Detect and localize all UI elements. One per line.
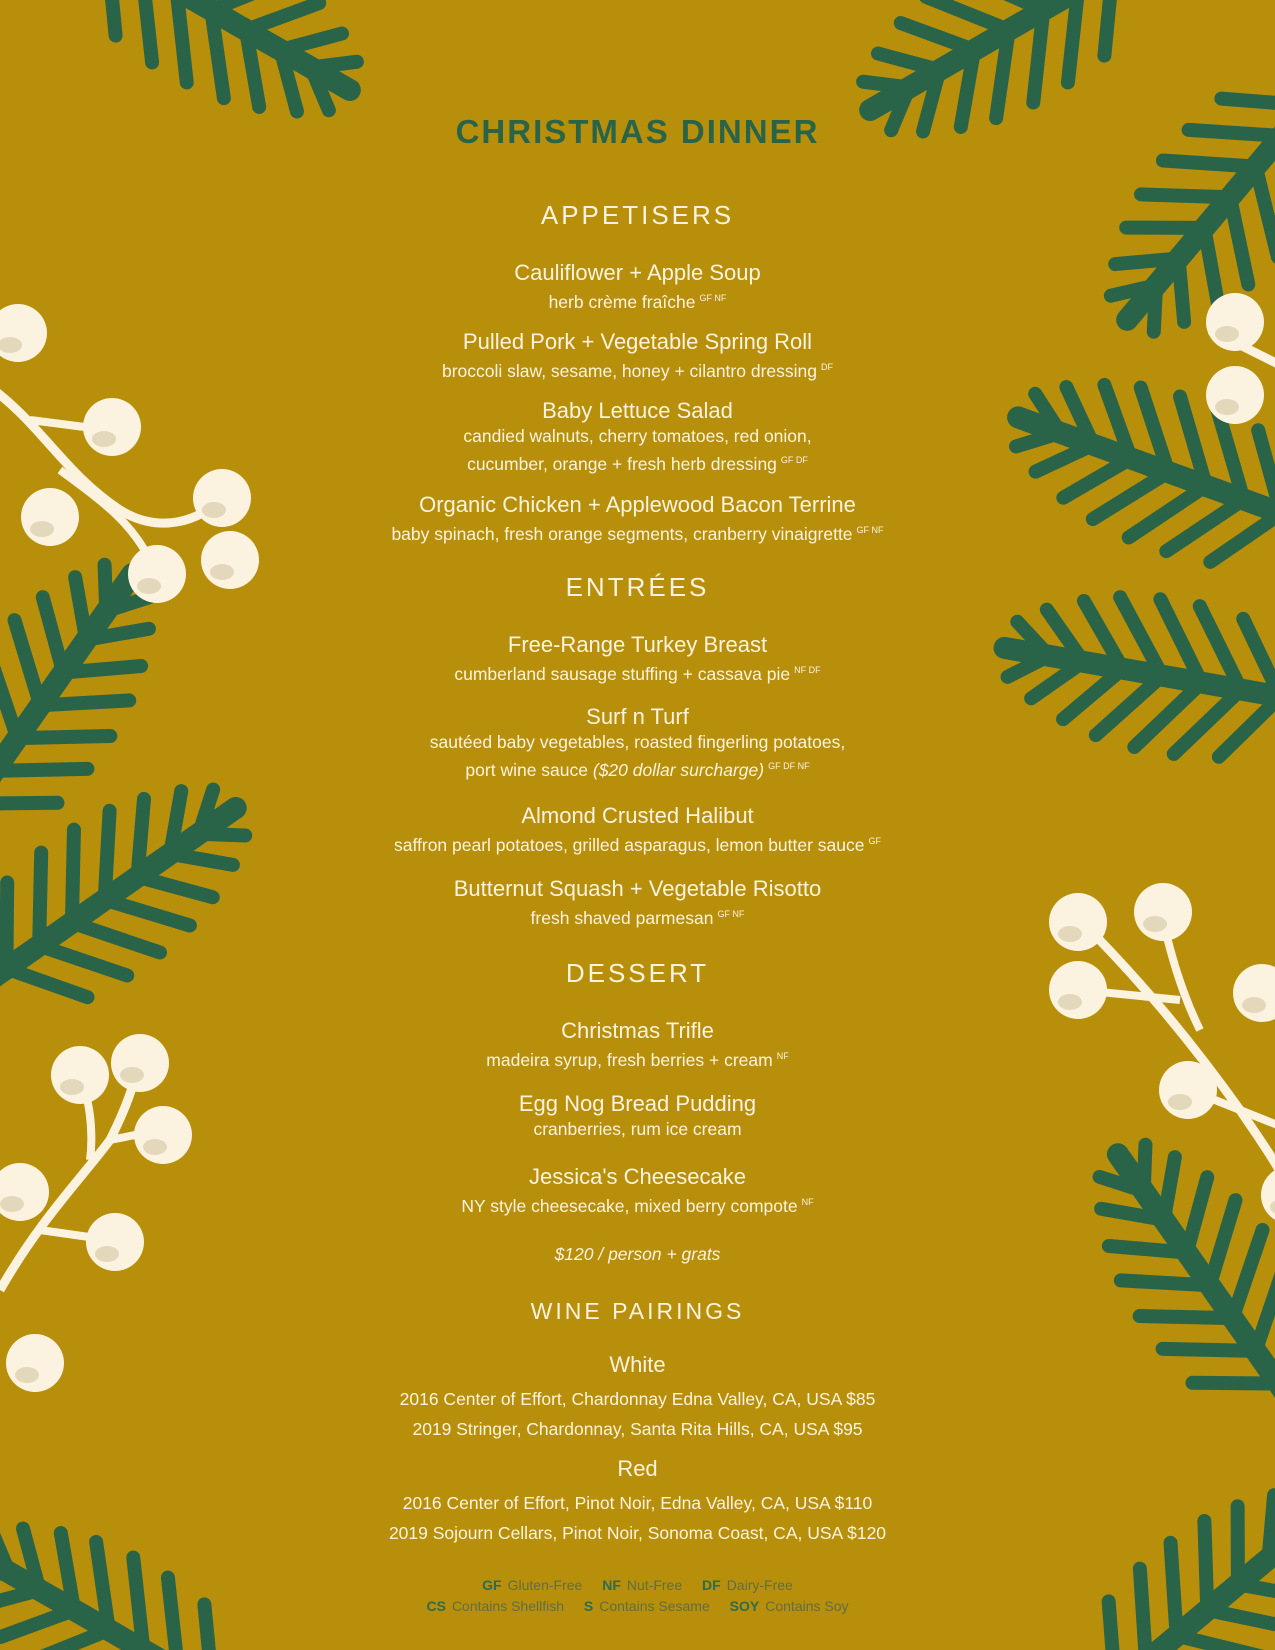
- item-description-line-1: sautéed baby vegetables, roasted fingerling potatoes,: [429, 732, 846, 752]
- legend-item: GF Gluten-Free: [482, 1577, 583, 1593]
- section-heading-dessert: DESSERT: [565, 958, 710, 988]
- legend-item: S Contains Sesame: [583, 1598, 710, 1614]
- section-heading-wine: WINE PAIRINGS: [530, 1298, 745, 1324]
- legend-item: SOY Contains Soy: [729, 1598, 849, 1614]
- pine-branch-left-bottom: [0, 1485, 267, 1650]
- dietary-tags: GF: [868, 836, 882, 846]
- dietary-tags: NF DF: [794, 665, 821, 675]
- dietary-tags: GF NF: [856, 525, 884, 535]
- dietary-tags: NF: [776, 1051, 789, 1061]
- wine-group-label: White: [609, 1352, 666, 1377]
- item-description: saffron pearl potatoes, grilled asparagus, lemon butter sauce $^{GF}$: [393, 834, 882, 855]
- section-heading-appetisers: APPETISERS: [540, 200, 735, 230]
- item-name: Organic Chicken + Applewood Bacon Terrine: [419, 492, 856, 517]
- menu-item: [330, 492, 945, 546]
- item-description: fresh shaved parmesan $^{GF NF}$: [530, 907, 745, 928]
- item-name: Almond Crusted Halibut: [521, 803, 754, 828]
- dietary-tags: GF NF: [699, 293, 727, 303]
- wine-entry: 2016 Center of Effort, Pinot Noir, Edna Valley, CA, USA $110: [402, 1493, 873, 1513]
- legend-item: CS Contains Shellfish: [426, 1598, 564, 1614]
- item-name: Pulled Pork + Vegetable Spring Roll: [462, 329, 813, 354]
- dietary-legend-row-2: [330, 1598, 945, 1614]
- menu-item: [330, 876, 945, 930]
- wine-group-red: [330, 1456, 945, 1548]
- wine-group-label: Red: [617, 1456, 658, 1481]
- item-name: Free-Range Turkey Breast: [507, 632, 768, 657]
- dietary-tags: NF: [801, 1197, 814, 1207]
- pine-branch-right-low: [1056, 1111, 1275, 1443]
- item-name: Butternut Squash + Vegetable Risotto: [453, 876, 822, 901]
- menu-item: [330, 803, 945, 857]
- item-name: Jessica's Cheesecake: [529, 1164, 746, 1189]
- item-description: madeira syrup, fresh berries + cream $^{NF}$: [486, 1049, 789, 1070]
- item-description: NY style cheesecake, mixed berry compote $^{NF}$: [461, 1195, 814, 1216]
- item-description: broccoli slaw, sesame, honey + cilantro dressing $^{DF}$: [442, 360, 833, 381]
- item-name: Cauliflower + Apple Soup: [514, 260, 761, 285]
- menu-item: [330, 704, 945, 782]
- pine-branch-left-low: [0, 746, 279, 1041]
- legend-item: NF Nut-Free: [602, 1577, 683, 1593]
- menu-item: [330, 1018, 945, 1072]
- item-description: herb crème fraîche $^{GF NF}$: [548, 291, 727, 312]
- item-description: cumberland sausage stuffing + cassava pie $^{NF DF}$: [454, 663, 821, 684]
- berry-sprig-left-upper: [0, 304, 259, 603]
- dietary-tags: DF: [820, 362, 833, 372]
- price-note: $120 / person + grats: [554, 1244, 721, 1264]
- dietary-tags: GF DF NF: [768, 761, 810, 771]
- berry-sprig-left-lower: [0, 1034, 192, 1392]
- pine-branch-right-mid2: [992, 574, 1275, 774]
- item-description: cranberries, rum ice cream: [533, 1119, 742, 1139]
- dietary-tags: GF DF: [780, 455, 808, 465]
- menu-title: CHRISTMAS DINNER: [455, 113, 820, 150]
- berry-sprig-right-lower: [1049, 883, 1275, 1224]
- item-name: Christmas Trifle: [561, 1018, 714, 1043]
- menu-item: [330, 398, 945, 476]
- wine-group-white: [330, 1352, 945, 1444]
- menu-item: [330, 1091, 945, 1141]
- item-name: Egg Nog Bread Pudding: [518, 1091, 757, 1116]
- item-name: Baby Lettuce Salad: [542, 398, 733, 423]
- legend-item: DF Dairy-Free: [702, 1577, 793, 1593]
- dietary-legend-row-1: [330, 1577, 945, 1593]
- wine-entry: 2016 Center of Effort, Chardonnay Edna Valley, CA, USA $85: [399, 1389, 876, 1409]
- item-description-line-2: port wine sauce ($20 dollar surcharge) $^{GF DF NF}$: [465, 759, 810, 780]
- wine-entry: 2019 Stringer, Chardonnay, Santa Rita Hills, CA, USA $95: [412, 1419, 863, 1439]
- surcharge-note: ($20 dollar surcharge): [592, 759, 765, 780]
- wine-entry: 2019 Sojourn Cellars, Pinot Noir, Sonoma Coast, CA, USA $120: [388, 1523, 887, 1543]
- pine-branch-right-bottom: [1052, 1450, 1275, 1650]
- menu-item: [330, 260, 945, 314]
- menu-item: [330, 329, 945, 383]
- dietary-tags: GF NF: [717, 909, 745, 919]
- item-name: Surf n Turf: [586, 704, 689, 729]
- item-description-line-2: cucumber, orange + fresh herb dressing $^{GF DF}$: [467, 453, 808, 474]
- section-heading-entrees: ENTRÉES: [565, 572, 710, 602]
- berry-sprig-right-upper: [1206, 293, 1275, 424]
- item-description: baby spinach, fresh orange segments, cranberry vinaigrette $^{GF NF}$: [391, 523, 884, 544]
- item-description-line-1: candied walnuts, cherry tomatoes, red onion,: [463, 426, 812, 446]
- menu-item: [330, 632, 945, 686]
- menu-item: [330, 1164, 945, 1218]
